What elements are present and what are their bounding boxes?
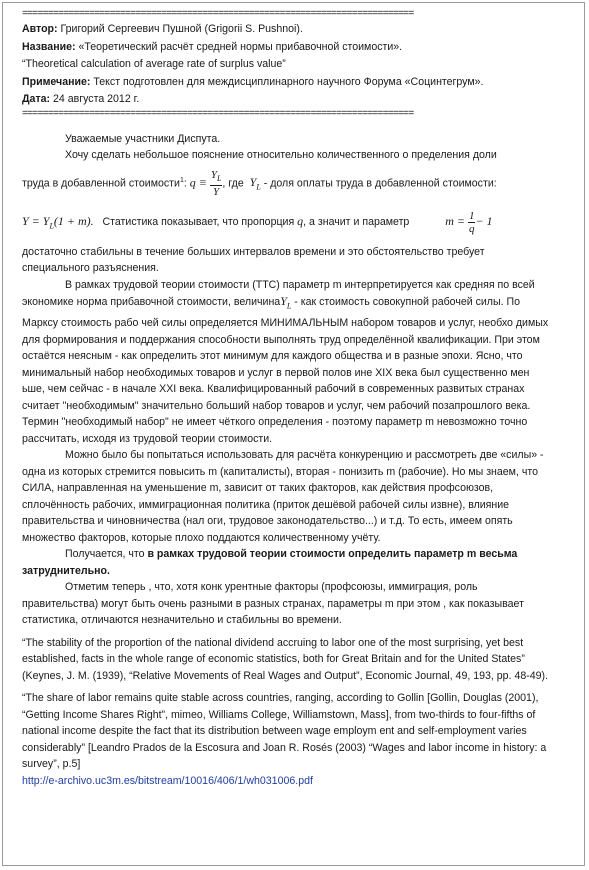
eq-q-num-sub: L — [216, 173, 222, 183]
title-line — [22, 39, 555, 57]
footnote-marker: 1 — [179, 176, 184, 184]
p2-q: q — [297, 214, 304, 229]
eq-y — [22, 214, 94, 231]
metadata-block — [22, 21, 555, 109]
p1b-colon: : — [183, 177, 187, 190]
note-value: Текст подготовлен для междисциплинарного научного Форума «Социнтегрум». — [93, 75, 484, 88]
date-label: Дата: — [22, 93, 51, 105]
p1b-where: , где — [222, 177, 244, 190]
p2-text-b: , а значит и параметр — [303, 216, 410, 229]
paragraph-1a: Хочу сделать небольшое пояснение относительно количественного о пределения доли — [65, 149, 497, 161]
eq-y-text: Y = Y — [22, 214, 50, 229]
date-value: 24 августа 2012 г. — [53, 93, 140, 105]
note-line — [22, 74, 555, 92]
paragraph-5 — [22, 546, 555, 579]
paragraph-4: Можно было бы попытаться использовать для расчёта конкуренцию и рассмотреть две «силы» - одна из которых стремится повысить m (капиталисты), вторая - понизить m (рабочие). Но мы знаем, что СИЛА, направленная на уменьшение m, зависит от таких факторов, как действия профсоюзов, сплочённость рабочих, иммиграционная политика (приток дешёвой рабочей силы извне), влияние правительства и чиновничества (нал оги, трудовое законодательство...) и т.д. То есть, имеем опять множество факторов, которые плохо поддаются количественному учёту. — [22, 449, 544, 544]
yl-sub: L — [256, 182, 261, 192]
p5-bold: в рамках трудовой теории стоимости определить параметр m весьма затруднительно. — [22, 548, 518, 577]
eq-q: q ≡ — [189, 175, 207, 190]
author-label: Автор: — [22, 23, 58, 35]
paragraph-2b: достаточно стабильны в течение больших интервалов времени и это обстоятельство требует специального разъяснения. — [22, 245, 485, 275]
yl-symbol — [249, 175, 261, 192]
author-line — [22, 21, 555, 39]
paragraph-3 — [22, 277, 555, 447]
p3-yl — [280, 294, 292, 311]
eq-q-fraction — [210, 169, 223, 198]
p1b-text: труда в добавленной стоимости — [22, 177, 180, 190]
title-en-line: “Theoretical calculation of average rate of surplus value” — [22, 58, 286, 70]
p2-text-a: Статистика показывает, что пропорция — [102, 216, 295, 229]
greeting: Уважаемые участники Диспута. — [65, 132, 221, 145]
title-value: «Теоретический расчёт средней нормы прибавочной стоимости». — [78, 40, 403, 53]
eq-m-den: q — [468, 223, 475, 236]
quote-gollin: “The share of labor remains quite stable across countries, ranging, according to Gollin [Gollin, Douglas (2001), “Getting Income Shares Right”, mimeo, Williams College, Williamstown, Mass], from two-thirds to four-fifths of national income despite the fact that its distribution between wage employm ent and self-employment varies considerably” [Leandro Prados de la Escosura and Joan R. Rosés (2003) “Wages and labor income in history: a survey”, p.5] — [22, 692, 547, 771]
p3-yl-letter: Y — [280, 294, 287, 309]
bottom-rule: ============================================================================ — [22, 108, 414, 120]
p5-pre: Получается, что — [65, 548, 148, 561]
eq-m: m = — [445, 214, 465, 229]
p1b-post: - доля оплаты труда в добавленной стоимости: — [263, 177, 497, 190]
source-link[interactable]: http://e-archivo.uc3m.es/bitstream/10016/406/1/wh031006.pdf — [22, 774, 313, 787]
paragraph-2a — [22, 204, 555, 243]
paragraph-6: Отметим теперь , что, хотя конк урентные факторы (профсоюзы, иммиграция, роль правительства) могут быть очень разными в разных странах, параметры m при этом , как показывает статистика, отличаются незначительно и стабильны во времени. — [22, 581, 524, 627]
p3-yl-sub: L — [286, 301, 292, 311]
yl-letter: Y — [249, 175, 257, 190]
document-content — [22, 9, 555, 789]
top-rule: ============================================================================ — [22, 9, 414, 20]
document-page — [2, 2, 585, 866]
quote-keynes: “The stability of the proportion of the national dividend accruing to labor one of the most surprising, yet best established, facts in the whole range of economic statistics, both for Great Britain and for the United States” (Keynes, J. M. (1939), “Relative Movements of Real Wages and Output”, Economic Journal, 49, 193, pp. 48-49). — [22, 636, 549, 682]
date-line — [22, 91, 555, 109]
title-label: Название: — [22, 40, 76, 53]
eq-y-tail: (1 + m). — [53, 214, 94, 229]
paragraph-1b — [22, 164, 555, 205]
eq-q-den: Y — [213, 185, 220, 198]
eq-y-sub: L — [49, 221, 54, 231]
eq-q-num: Y — [210, 168, 217, 181]
p3-pre: В рамках трудовой теории стоимости (ТТС) параметр m интерпретируется как средняя по всей экономике норма прибавочной стоимости, величина — [22, 278, 535, 309]
author-value: Григорий Сергеевич Пушной (Grigorii S. Pushnoi). — [60, 23, 303, 35]
p3-post: - как стоимость совокупной рабочей силы. По Марксу стоимость рабо чей силы определяется МИНИМАЛЬНЫМ набором товаров и услуг, необхо димых для формирования и поддержания способности выполнять труд определённой квалификации. При этом остаётся неясным - как определить этот минимум для каждого общества и в разные эпохи. Ясно, что минимальный набор необходимых товаров и услуг в первой полов ине XIX века был существенно мен ьше, чем сейчас - в начале XXI века. Квалифицированный рабочий в современных развитых странах считает "необходимым" значительно больший набор товаров и услуг, чем рабочий позапрошлого века. Термин "необходимый набор" не имеет чёткого определения - поэтому параметр m невозможно точно рассчитать, исходя из трудовой теории стоимости. — [22, 296, 549, 445]
eq-m-num: 1 — [468, 210, 475, 223]
eq-m-tail: − 1 — [475, 214, 493, 229]
note-label: Примечание: — [22, 75, 91, 88]
